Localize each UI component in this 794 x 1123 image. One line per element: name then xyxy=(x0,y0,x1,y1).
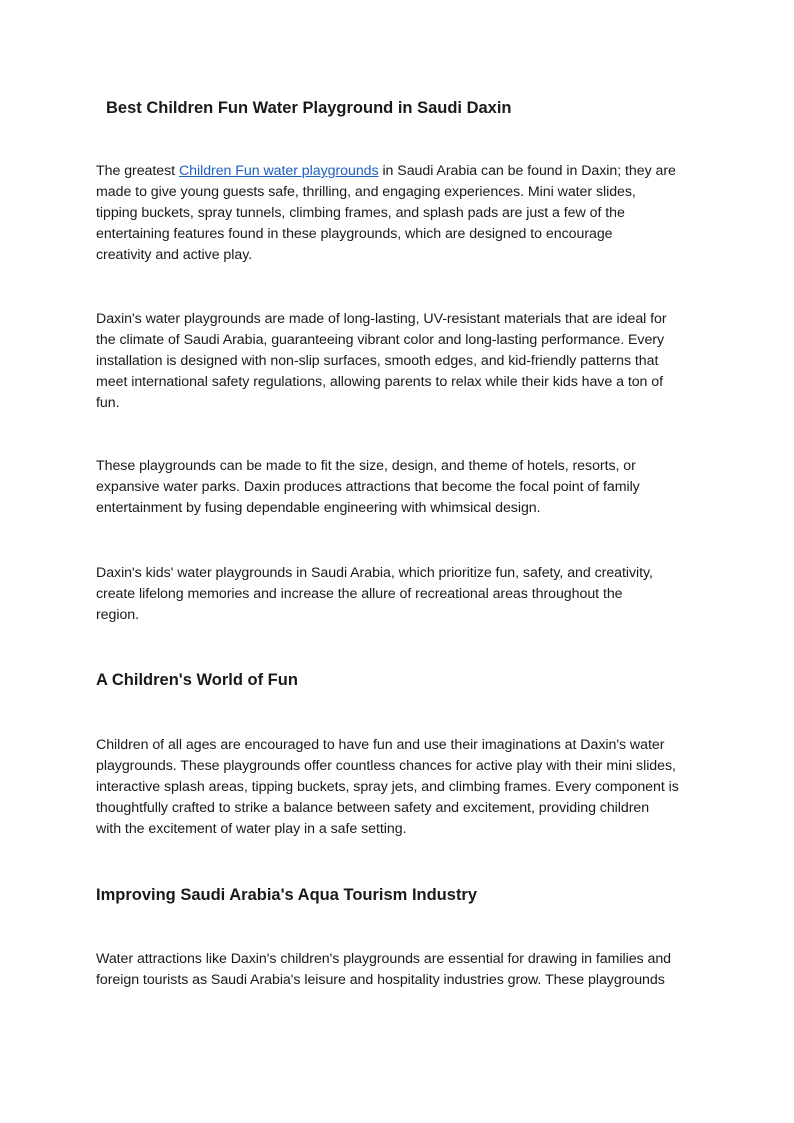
paragraph-line: interactive splash areas, tipping buckets, spray jets, and climbing frames. Every component is xyxy=(96,779,679,795)
intro-text-before-link: The greatest xyxy=(96,163,179,179)
paragraph-line: entertainment by fusing dependable engineering with whimsical design. xyxy=(96,500,541,516)
page-title: Best Children Fun Water Playground in Saudi Daxin xyxy=(106,99,512,117)
materials-paragraph xyxy=(96,309,700,414)
paragraph-line: installation is designed with non-slip surfaces, smooth edges, and kid-friendly patterns that xyxy=(96,353,659,369)
paragraph-line: playgrounds. These playgrounds offer countless chances for active play with their mini slides, xyxy=(96,758,676,774)
section-heading-world-of-fun: A Children's World of Fun xyxy=(96,671,298,689)
paragraph-line: Daxin's kids' water playgrounds in Saudi Arabia, which prioritize fun, safety, and creativity, xyxy=(96,565,653,581)
paragraph-line: with the excitement of water play in a safe setting. xyxy=(96,821,407,837)
intro-line-4: entertaining features found in these playgrounds, which are designed to encourage xyxy=(96,226,613,242)
intro-line-1 xyxy=(96,161,700,182)
paragraph-line: Water attractions like Daxin's children's playgrounds are essential for drawing in families and xyxy=(96,951,672,967)
intro-paragraph xyxy=(96,161,700,266)
paragraph-line: foreign tourists as Saudi Arabia's leisure and hospitality industries grow. These playgrounds xyxy=(96,972,665,988)
world-of-fun-paragraph xyxy=(96,735,700,840)
intro-line-3: tipping buckets, spray tunnels, climbing frames, and splash pads are just a few of the xyxy=(96,205,625,221)
aqua-tourism-paragraph xyxy=(96,949,700,991)
children-fun-water-playgrounds-link[interactable]: Children Fun water playgrounds xyxy=(178,163,379,179)
intro-line-5: creativity and active play. xyxy=(96,247,253,263)
paragraph-line: create lifelong memories and increase the allure of recreational areas throughout the xyxy=(96,586,623,602)
intro-text-after-link: in Saudi Arabia can be found in Daxin; they are xyxy=(378,163,676,179)
paragraph-line: meet international safety regulations, allowing parents to relax while their kids have a ton of xyxy=(96,374,664,390)
paragraph-line: fun. xyxy=(96,395,120,411)
paragraph-line: expansive water parks. Daxin produces attractions that become the focal point of family xyxy=(96,479,640,495)
paragraph-line: Daxin's water playgrounds are made of long-lasting, UV-resistant materials that are ideal for xyxy=(96,311,667,327)
customization-paragraph xyxy=(96,456,700,519)
section-heading-aqua-tourism: Improving Saudi Arabia's Aqua Tourism Industry xyxy=(96,886,478,904)
intro-line-2: made to give young guests safe, thrilling, and engaging experiences. Mini water slides, xyxy=(96,184,636,200)
paragraph-line: thoughtfully crafted to strike a balance between safety and excitement, providing children xyxy=(96,800,650,816)
paragraph-line: Children of all ages are encouraged to have fun and use their imaginations at Daxin's water xyxy=(96,737,665,753)
paragraph-line: region. xyxy=(96,607,140,623)
memories-paragraph xyxy=(96,563,700,626)
paragraph-line: the climate of Saudi Arabia, guaranteeing vibrant color and long-lasting performance. Every xyxy=(96,332,665,348)
paragraph-line: These playgrounds can be made to fit the size, design, and theme of hotels, resorts, or xyxy=(96,458,636,474)
